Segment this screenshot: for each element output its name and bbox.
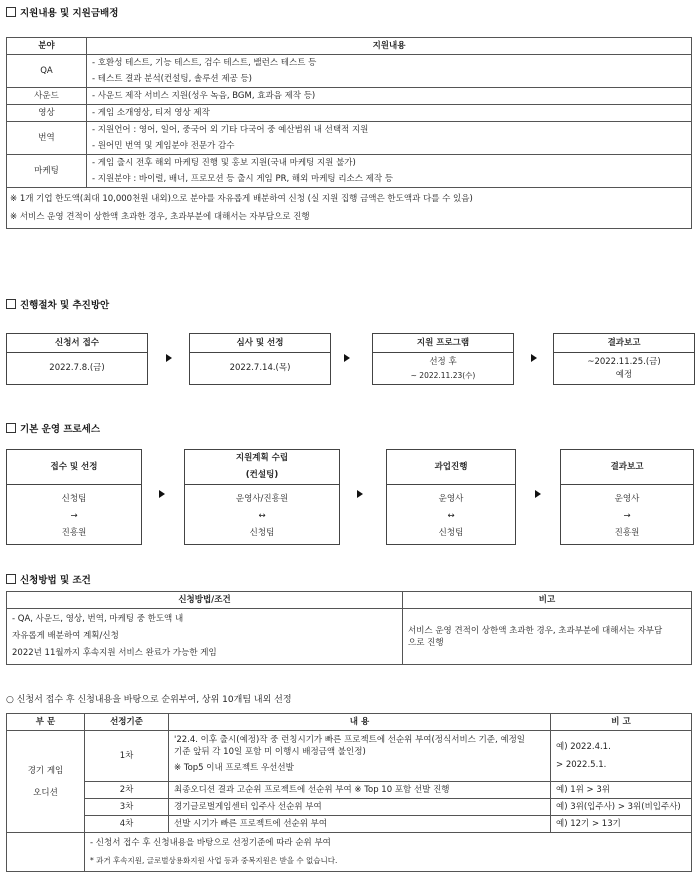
arrow-right-icon bbox=[159, 490, 165, 498]
selection-note: ○ 신청서 접수 후 신청내용을 바탕으로 순위부여, 상위 10개팀 내외 선정 bbox=[6, 695, 292, 705]
flow-arrow-icon: ↔ bbox=[258, 511, 266, 521]
process-step-3: 과업진행 운영사 ↔ 신청팀 bbox=[386, 449, 516, 545]
flow-arrow-icon: → bbox=[623, 511, 631, 521]
flow-arrow-icon: → bbox=[70, 511, 78, 521]
procedure-step-4: 결과보고 ~2022.11.25.(금) 예정 bbox=[553, 333, 695, 385]
procedure-step-1: 신청서 접수 2022.7.8.(금) bbox=[6, 333, 148, 385]
table-footer-row: - 신청서 접수 후 신청내용을 바탕으로 선정기준에 따라 순위 부여 * 과거 후속지원, 글로벌상용화지원 사업 등과 중복지원은 받을 수 없습니다. bbox=[7, 833, 692, 872]
section-title-process: 기본 운영 프로세스 bbox=[6, 421, 100, 435]
procedure-step-3: 지원 프로그램 선정 후 ~ 2022.11.23(수) bbox=[372, 333, 514, 385]
header-field: 분야 bbox=[7, 38, 87, 55]
process-step-1: 접수 및 선정 신청팀 → 진흥원 bbox=[6, 449, 142, 545]
table-row: 영상 - 게임 소개영상, 티저 영상 제작 bbox=[7, 105, 692, 122]
table-row: 2차 최종오디션 결과 고순위 프로젝트에 선순위 부여 ※ Top 10 포함 선발 진행 예) 1위 > 3위 bbox=[7, 782, 692, 799]
table-row: 번역 - 지원언어 : 영어, 일어, 중국어 외 기타 다국어 중 예산범위 내 선택적 지원 - 원어민 번역 및 게임분야 전문가 감수 bbox=[7, 122, 692, 155]
arrow-right-icon bbox=[344, 354, 350, 362]
process-step-2: 지원계획 수립 (컨설팅) 운영사/진흥원 ↔ 신청팀 bbox=[184, 449, 340, 545]
table-note-row: ※ 1개 기업 한도액(최대 10,000천원 내외)으로 분야를 자유롭게 배분하여 신청 (실 지원 집행 금액은 한도액과 다를 수 있음) ※ 서비스 운영 견적이 상한액 초과한 경우, 초과부분에 대해서는 자부담으로 진행 bbox=[7, 188, 692, 229]
section-title-support: 지원내용 및 지원금배정 bbox=[6, 5, 118, 19]
table-row: 4차 선발 시기가 빠른 프로젝트에 선순위 부여 예) 12기 > 13기 bbox=[7, 816, 692, 833]
table-row: 마케팅 - 게임 출시 전후 해외 마케팅 진행 및 홍보 지원(국내 마케팅 지원 불가) - 지원분야 : 바이럴, 배너, 프로모션 등 출시 게임 PR, 해외 마케팅 리소스 제작 등 bbox=[7, 155, 692, 188]
section-title-apply: 신청방법 및 조건 bbox=[6, 572, 91, 586]
process-step-4: 결과보고 운영사 → 진흥원 bbox=[560, 449, 694, 545]
table-row: 경기 게임 오디션 1차 '22.4. 이후 출시(예정)작 중 런칭시기가 빠른 프로젝트에 선순위 부여(정식서비스 기준, 예정일 기준 앞뒤 각 10일 포함 미 이행시 배정금액 불인정) ※ Top5 이내 프로젝트 우선선발 예) 2022.4.1. > 2022.5.1. bbox=[7, 731, 692, 782]
procedure-step-2: 심사 및 선정 2022.7.14.(목) bbox=[189, 333, 331, 385]
arrow-right-icon bbox=[535, 490, 541, 498]
support-table bbox=[6, 37, 692, 229]
arrow-right-icon bbox=[531, 354, 537, 362]
selection-table: 부 문 선정기준 내 용 비 고 경기 게임 오디션 1차 '22.4. 이후 출시(예정)작 중 런칭시기가 빠른 프로젝트에 선순위 부여(정식서비스 기준, 예정일 기준 앞뒤 각 10일 포함 미 이행시 배정금액 불인정) ※ Top5 이내 프로젝트 우선선발 예) 2022.4.1. > 2022.5.1. 2차 최종오디션 결과 고순위 프로젝트에 선순위 부여 ※ Top 10 포함 선발 진행 예) 1위 > 3위 3차 경기글로벌게임센터 입주사 선순위 부여 예) 3위(입주사) > 3위(비입주사) 4차 선발 시기가 빠른 프로젝트에 선순위 부여 예) 12기 > 13기 - 신청서 접수 후 신청내용을 바탕으로 선정기준에 따라 순위 부여 * 과거 후속지원, 글로벌상용화지원 사업 등과 중복지원은 받을 수 없습니다. bbox=[6, 713, 692, 872]
flow-arrow-icon: ↔ bbox=[447, 511, 455, 521]
arrow-right-icon bbox=[357, 490, 363, 498]
table-row: 3차 경기글로벌게임센터 입주사 선순위 부여 예) 3위(입주사) > 3위(비입주사) bbox=[7, 799, 692, 816]
apply-table: 신청방법/조건 비고 - QA, 사운드, 영상, 번역, 마케팅 중 한도액 내 자유롭게 배분하여 계획/신청 2022년 11월까지 후속지원 서비스 완료가 가능한 게임 서비스 운영 견적이 상한액 초과한 경우, 초과부분에 대해서는 자부담 으로 진행 bbox=[6, 591, 692, 665]
arrow-right-icon bbox=[166, 354, 172, 362]
table-row: 사운드 - 사운드 제작 서비스 지원(성우 녹음, BGM, 효과음 제작 등) bbox=[7, 88, 692, 105]
table-row: QA - 호환성 테스트, 기능 테스트, 검수 테스트, 밸런스 테스트 등 - 테스트 결과 분석(컨설팅, 솔루션 제공 등) bbox=[7, 55, 692, 88]
section-title-procedure: 진행절차 및 추진방안 bbox=[6, 297, 109, 311]
header-content: 지원내용 bbox=[87, 38, 692, 55]
table-row: - QA, 사운드, 영상, 번역, 마케팅 중 한도액 내 자유롭게 배분하여 계획/신청 2022년 11월까지 후속지원 서비스 완료가 가능한 게임 서비스 운영 견적이 상한액 초과한 경우, 초과부분에 대해서는 자부담 으로 진행 bbox=[7, 609, 692, 665]
